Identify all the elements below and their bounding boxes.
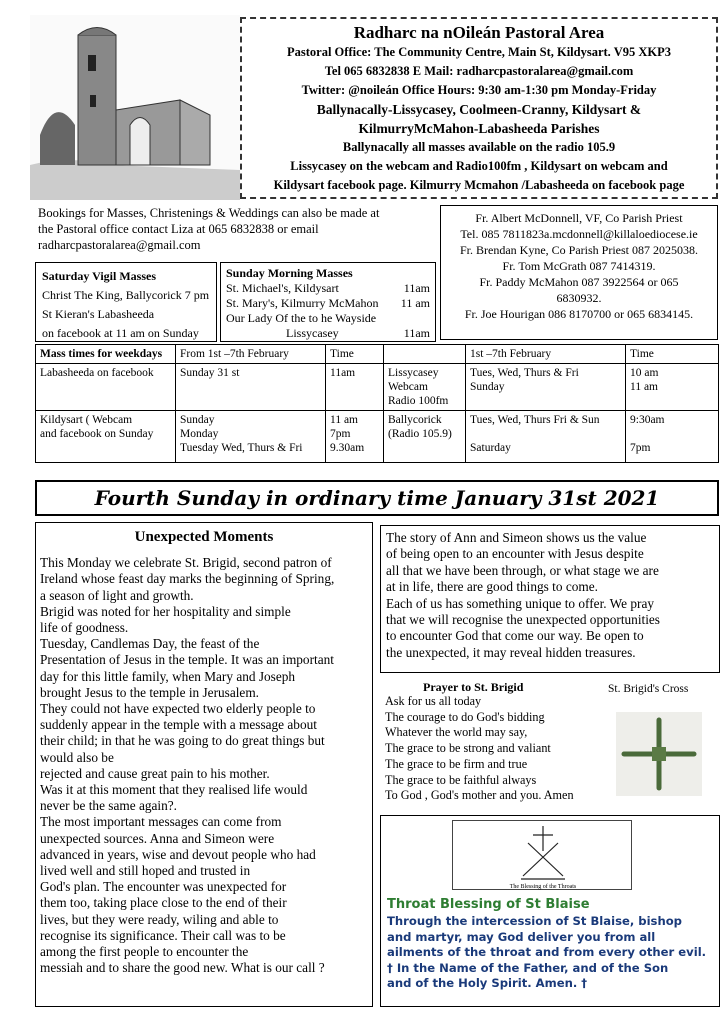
- blaise-title: Throat Blessing of St Blaise: [387, 897, 590, 912]
- reflection-line: Tuesday, Candlemas Day, the feast of the: [40, 636, 260, 652]
- story-body: [386, 530, 714, 661]
- radio-note: Ballynacally all masses available on the radio 105.9: [342, 140, 616, 154]
- table-cell: 11am: [326, 364, 384, 411]
- sunday-place: Lissycasey: [286, 326, 339, 340]
- prayer-line: To God , God's mother and you. Amen: [385, 788, 574, 803]
- prayer-line: The grace to be firm and true: [385, 756, 528, 771]
- table-cell: Labasheeda on facebook: [36, 364, 176, 411]
- reflection-article: [35, 522, 373, 1007]
- table-cell: Tues, Wed, Thurs Fri & Sun Saturday: [466, 411, 626, 463]
- prayer-line: Whatever the world may say,: [385, 725, 528, 740]
- table-cell: Lissycasey Webcam Radio 100fm: [384, 364, 466, 411]
- sunday-place: St. Mary's, Kilmurry McMahon: [226, 296, 379, 310]
- table-cell: Sunday Monday Tuesday Wed, Thurs & Fri: [176, 411, 326, 463]
- priest-line: Fr. Joe Hourigan 086 8170700 or 065 6834145.: [464, 307, 694, 321]
- priest-line: Fr. Tom McGrath 087 7414319.: [502, 259, 656, 273]
- reflection-line: suddenly appear in the temple with a message about: [40, 717, 317, 733]
- bookings-line: the Pastoral office contact Liza at 065 6832838 or email: [38, 222, 319, 236]
- sunday-row: [226, 311, 430, 326]
- table-header-row: [36, 345, 719, 364]
- parishes-line-1: Ballynacally-Lissycasey, Coolmeen-Cranny, Kildysart &: [316, 102, 642, 117]
- cross-label: St. Brigid's Cross: [608, 683, 689, 695]
- sunday-time: 11am: [403, 281, 430, 295]
- sunday-time: 11 am: [400, 296, 430, 310]
- blessing-of-throats-illustration: [452, 820, 632, 890]
- blaise-line: and of the Holy Spirit. Amen. †: [387, 976, 588, 990]
- reflection-line: would also be: [40, 749, 114, 765]
- reflection-line: Brigid was noted for her hospitality and simple: [40, 603, 291, 619]
- facebook-note: Kildysart facebook page. Kilmurry Mcmahon /Labasheeda on facebook page: [273, 178, 685, 192]
- blaise-prayer: [387, 914, 717, 992]
- liturgical-date-banner: Fourth Sunday in ordinary time January 31st 2021: [35, 480, 719, 516]
- priest-line: Fr. Paddy McMahon 087 3922564 or 065: [479, 275, 679, 289]
- saturday-title: Saturday Vigil Masses: [42, 269, 157, 283]
- reflection-line: This Monday we celebrate St. Brigid, second patron of: [40, 555, 332, 571]
- blaise-line: and martyr, may God deliver you from all: [387, 929, 656, 944]
- reflection-line: day for this little family, when Mary and Joseph: [40, 668, 296, 684]
- story-box: [380, 525, 720, 673]
- bookings-email: radharcpastoralarea@gmail.com: [38, 238, 201, 252]
- blaise-line: † In the Name of the Father, and of the Son: [387, 960, 669, 975]
- reflection-body: [40, 555, 368, 976]
- reflection-line: advanced in years, wise and devout people who had: [40, 846, 316, 862]
- bookings-note: [38, 205, 433, 253]
- table-header-cell: 1st –7th February: [466, 345, 626, 364]
- sunday-masses-box: [220, 262, 436, 342]
- prayer-line: The grace to be strong and valiant: [385, 741, 551, 756]
- reflection-line: rejected and cause great pain to his mother.: [40, 765, 270, 781]
- sunday-row: [226, 326, 430, 341]
- story-line: to encounter God that come our way. Be open to: [386, 628, 644, 644]
- table-row: [36, 411, 719, 463]
- office-hours: Twitter: @noileán Office Hours: 9:30 am-1:30 pm Monday-Friday: [301, 83, 657, 97]
- table-cell: Sunday 31 st: [176, 364, 326, 411]
- reflection-line: lived well and still hoped and trusted in: [40, 863, 251, 879]
- blaise-line: ailments of the throat and from every other evil.: [387, 945, 707, 959]
- reflection-line: unexpected sources. Anna and Simeon were: [40, 830, 275, 846]
- sunday-place: St. Michael's, Kildysart: [226, 281, 339, 295]
- prayer-body: [385, 694, 574, 804]
- priests-box: [440, 205, 718, 340]
- sunday-title: Sunday Morning Masses: [226, 266, 353, 280]
- sunday-place: Our Lady Of the to he Wayside: [226, 311, 377, 325]
- reflection-line: They could not have expected two elderly people to: [40, 701, 316, 717]
- reflection-line: Was it at this moment that they realised life would: [40, 782, 308, 798]
- story-line: all that we have been through, or what stage we are: [386, 562, 659, 578]
- table-cell: 10 am 11 am: [626, 364, 719, 411]
- sunday-time: 11am: [403, 326, 430, 340]
- table-cell: Ballycorick (Radio 105.9): [384, 411, 466, 463]
- prayer-line: The grace to be faithful always: [385, 772, 537, 787]
- story-line: the unexpected, it may reveal hidden treasures.: [386, 644, 636, 660]
- priest-line: 6830932.: [556, 291, 602, 305]
- table-cell: 9:30am 7pm: [626, 411, 719, 463]
- story-line: at in life, there are good things to come.: [386, 579, 598, 595]
- story-line: that we will recognise the unexpected opportunities: [386, 612, 660, 628]
- saturday-line: on facebook at 11 am on Sunday: [42, 326, 199, 340]
- reflection-line: never be the same again?.: [40, 798, 177, 814]
- table-cell: 11 am 7pm 9.30am: [326, 411, 384, 463]
- table-row: [36, 364, 719, 411]
- reflection-line: recognise its significance. Their call was to be: [40, 927, 286, 943]
- reflection-line: them too, taking place close to the end of their: [40, 895, 287, 911]
- story-line: The story of Ann and Simeon shows us the value: [386, 530, 647, 545]
- saturday-vigil-box: [35, 262, 217, 342]
- webcam-note: Lissycasey on the webcam and Radio100fm , Kildysart on webcam and: [290, 159, 668, 173]
- prayer-line: Ask for us all today: [385, 694, 482, 708]
- reflection-line: The most important messages can come from: [40, 814, 282, 830]
- table-cell: Tues, Wed, Thurs & Fri Sunday: [466, 364, 626, 411]
- table-header-cell: Time: [626, 345, 719, 364]
- st-brigids-cross-image: [616, 712, 702, 796]
- office-contact: Tel 065 6832838 E Mail: radharcpastoralarea@gmail.com: [324, 64, 634, 78]
- priest-line: Fr. Brendan Kyne, Co Parish Priest 087 2025038.: [460, 243, 698, 257]
- reflection-line: Ireland whose feast day marks the beginning of Spring,: [40, 571, 335, 587]
- reflection-line: life of goodness.: [40, 620, 129, 636]
- reflection-line: among the first people to encounter the: [40, 944, 249, 960]
- reflection-line: God's plan. The encounter was unexpected for: [40, 879, 287, 895]
- reflection-line: Presentation of Jesus in the temple. It was an important: [40, 652, 334, 668]
- table-header-cell: Mass times for weekdays: [36, 345, 176, 364]
- office-address: Pastoral Office: The Community Centre, Main St, Kildysart. V95 XKP3: [287, 45, 671, 59]
- reflection-title: Unexpected Moments: [134, 529, 274, 545]
- parishes-line-2: KilmurryMcMahon-Labasheeda Parishes: [358, 121, 600, 136]
- reflection-line: messiah and to share the good new. What is our call ?: [40, 960, 325, 976]
- blaise-line: Through the intercession of St Blaise, bishop: [387, 914, 682, 928]
- story-line: of being open to an encounter with Jesus despite: [386, 546, 644, 562]
- church-ruin-illustration: [30, 15, 240, 200]
- prayer-title: Prayer to St. Brigid: [423, 680, 524, 694]
- sunday-row: [226, 281, 430, 296]
- priest-line: Tel. 085 7811823a.mcdonnell@killaloediocese.ie: [460, 227, 698, 241]
- sunday-row: [226, 296, 430, 311]
- header-title: Radharc na nOileán Pastoral Area: [353, 23, 605, 42]
- reflection-line: lives, but they were ready, wiling and able to: [40, 911, 279, 927]
- reflection-line: their child; in that he was going to do great things but: [40, 733, 325, 749]
- saturday-line: Christ The King, Ballycorick 7 pm: [42, 288, 210, 302]
- priest-line: Fr. Albert McDonnell, VF, Co Parish Priest: [475, 211, 683, 225]
- bookings-line: Bookings for Masses, Christenings & Weddings can also be made at: [38, 206, 380, 220]
- table-header-cell: [384, 345, 466, 364]
- reflection-line: a season of light and growth.: [40, 587, 194, 603]
- blessing-caption: The Blessing of the Throats: [509, 884, 577, 890]
- story-line: Each of us has something unique to offer. We pray: [386, 595, 655, 611]
- table-cell: Kildysart ( Webcam and facebook on Sunday: [36, 411, 176, 463]
- prayer-line: The courage to do God's bidding: [385, 709, 545, 724]
- reflection-line: brought Jesus to the temple in Jerusalem.: [40, 684, 259, 700]
- table-header-cell: Time: [326, 345, 384, 364]
- table-header-cell: From 1st –7th February: [176, 345, 326, 364]
- header-box: [240, 17, 718, 199]
- saturday-line: St Kieran's Labasheeda: [42, 307, 155, 321]
- weekday-mass-table: [35, 344, 719, 463]
